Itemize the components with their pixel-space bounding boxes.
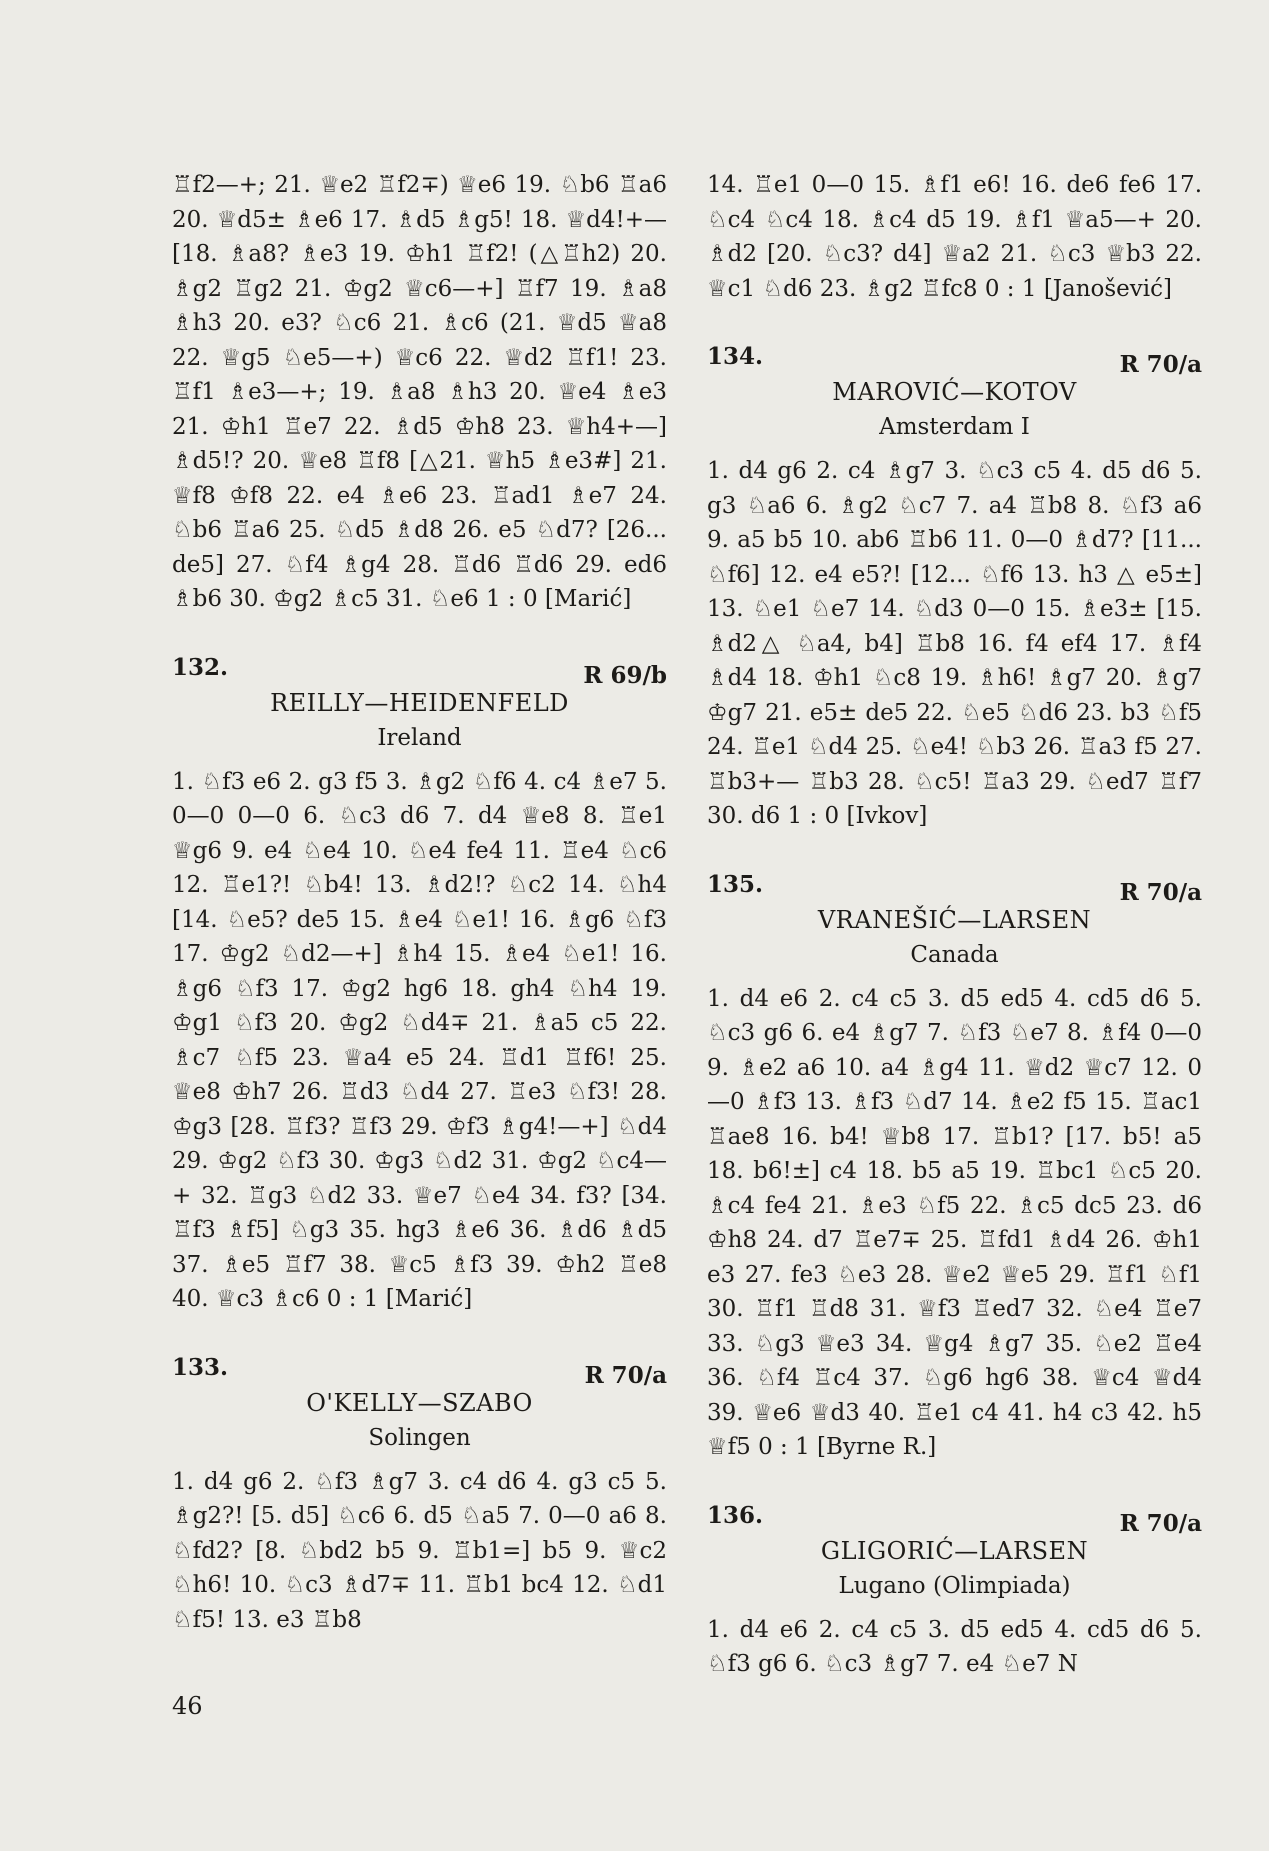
- game-number: 135.: [707, 870, 764, 898]
- game-place: Canada: [910, 941, 999, 968]
- game-players: REILLY—HEIDENFELD: [270, 688, 569, 717]
- game-133-header: [172, 1345, 667, 1389]
- game-players: MAROVIĆ—KOTOV: [832, 378, 1077, 406]
- game-134-header: [707, 334, 1202, 378]
- game-moves: 1. d4 e6 2. c4 c5 3. d5 ed5 4. cd5 d6 5. ♘c3 g6 6. e4 ♗g7 7. ♘f3 ♘e7 8. ♗f4 0—0 9. ♗e2 a6 10. a4 ♗g4 11. ♕d2 ♕c7 12. 0—0 ♗f3 13. ♗f3 ♘d7 14. ♗e2 f5 15. ♖ac1 ♖ae8 16. b4! ♕b8 17. ♖b1? [17. b5! a5 18. b6!±] c4 18. b5 a5 19. ♖bc1 ♘c5 20. ♗c4 fe4 21. ♗e3 ♘f5 22. ♗c5 dc5 23. d6 ♔h8 24. d7 ♖e7∓ 25. ♖fd1 ♗d4 26. ♔h1 e3 27. fe3 ♘e3 28. ♕e2 ♕e5 29. ♖f1 ♘f1 30. ♖f1 ♖d8 31. ♕f3 ♖ed7 32. ♘e4 ♖e7 33. ♘g3 ♕e3 34. ♕g4 ♗g7 35. ♘e2 ♖e4 36. ♘f4 ♖c4 37. ♘g6 hg6 38. ♕c4 ♕d4 39. ♕e6 ♕d3 40. ♖e1 c4 41. h4 c3 42. h5 ♕f5 0 : 1 [Byrne R.]: [707, 985, 1202, 1460]
- left-column: [172, 168, 667, 1637]
- page-number: 46: [172, 1692, 203, 1720]
- game-number: 132.: [172, 653, 229, 681]
- game-136-header: [707, 1493, 1202, 1537]
- game-number: 136.: [707, 1501, 764, 1529]
- game-number: 134.: [707, 343, 764, 370]
- game-133-continuation: 14. ♖e1 0—0 15. ♗f1 e6! 16. de6 fe6 17. ♘c4 ♘c4 18. ♗c4 d5 19. ♗f1 ♕a5—+ 20. ♗d2 [20. ♘c3? d4] ♕a2 21. ♘c3 ♕b3 22. ♕c1 ♘d6 23. ♗g2 ♖fc8 0 : 1 [Janošević]: [707, 172, 1202, 302]
- game-place: Ireland: [377, 724, 462, 751]
- game-moves: 1. d4 g6 2. ♘f3 ♗g7 3. c4 d6 4. g3 c5 5. ♗g2?! [5. d5] ♘c6 6. d5 ♘a5 7. 0—0 a6 8. ♘fd2? [8. ♘bd2 b5 9. ♖b1=] b5 9. ♕c2 ♘h6! 10. ♘c3 ♗d7∓ 11. ♖b1 bc4 12. ♘d1 ♘f5! 13. e3 ♖b8: [172, 1468, 667, 1633]
- game-moves: 1. d4 g6 2. c4 ♗g7 3. ♘c3 c5 4. d5 d6 5. g3 ♘a6 6. ♗g2 ♘c7 7. a4 ♖b8 8. ♘f3 a6 9. a5 b5 10. ab6 ♖b6 11. 0—0 ♗d7? [11... ♘f6] 12. e4 e5?! [12... ♘f6 13. h3 △ e5±] 13. ♘e1 ♘e7 14. ♘d3 0—0 15. ♗e3± [15. ♗d2△ ♘a4, b4] ♖b8 16. f4 ef4 17. ♗f4 ♗d4 18. ♔h1 ♘c8 19. ♗h6! ♗g7 20. ♗g7 ♔g7 21. e5± de5 22. ♘e5 ♘d6 23. b3 ♘f5 24. ♖e1 ♘d4 25. ♘e4! ♘b3 26. ♖a3 f5 27. ♖b3+— ♖b3 28. ♘c5! ♖a3 29. ♘ed7 ♖f7 30. d6 1 : 0 [Ivkov]: [707, 458, 1202, 829]
- game-number: 133.: [172, 1353, 229, 1381]
- game-reference: R 70/a: [584, 1361, 667, 1389]
- game-135-header: [707, 862, 1202, 906]
- game-players: VRANEŠIĆ—LARSEN: [817, 905, 1092, 934]
- right-column: [707, 168, 1202, 1682]
- game-reference: R 70/a: [1119, 351, 1202, 378]
- game-132-header: [172, 645, 667, 689]
- game-place: Amsterdam I: [879, 414, 1030, 440]
- game-players: GLIGORIĆ—LARSEN: [820, 1536, 1089, 1565]
- game-place: Solingen: [368, 1424, 471, 1451]
- game-reference: R 69/b: [583, 661, 667, 689]
- game-131-continuation: ♖f2—+; 21. ♕e2 ♖f2∓) ♕e6 19. ♘b6 ♖a6 20. ♕d5± ♗e6 17. ♗d5 ♗g5! 18. ♕d4!+— [18. ♗a8? ♗e3 19. ♔h1 ♖f2! (△♖h2) 20. ♗g2 ♖g2 21. ♔g2 ♕c6—+] ♖f7 19. ♗a8 ♗h3 20. e3? ♘c6 21. ♗c6 (21. ♕d5 ♕a8 22. ♕g5 ♘e5—+) ♕c6 22. ♕d2 ♖f1! 23. ♖f1 ♗e3—+; 19. ♗a8 ♗h3 20. ♕e4 ♗e3 21. ♔h1 ♖e7 22. ♗d5 ♔h8 23. ♕h4+—] ♗d5!? 20. ♕e8 ♖f8 [△21. ♕h5 ♗e3#] 21. ♕f8 ♔f8 22. e4 ♗e6 23. ♖ad1 ♗e7 24. ♘b6 ♖a6 25. ♘d5 ♗d8 26. e5 ♘d7? [26... de5] 27. ♘f4 ♗g4 28. ♖d6 ♖d6 29. ed6 ♗b6 30. ♔g2 ♗c5 31. ♘e6 1 : 0 [Marić]: [172, 172, 667, 612]
- game-place: Lugano (Olimpiada): [838, 1572, 1071, 1599]
- game-reference: R 70/a: [1119, 1509, 1202, 1537]
- game-players: O'KELLY—SZABO: [306, 1388, 533, 1417]
- game-moves: 1. d4 e6 2. c4 c5 3. d5 ed5 4. cd5 d6 5. ♘f3 g6 6. ♘c3 ♗g7 7. e4 ♘e7 N: [707, 1616, 1202, 1677]
- game-reference: R 70/a: [1119, 878, 1202, 906]
- game-moves: 1. ♘f3 e6 2. g3 f5 3. ♗g2 ♘f6 4. c4 ♗e7 5. 0—0 0—0 6. ♘c3 d6 7. d4 ♕e8 8. ♖e1 ♕g6 9. e4 ♘e4 10. ♘e4 fe4 11. ♖e4 ♘c6 12. ♖e1?! ♘b4! 13. ♗d2!? ♘c2 14. ♘h4 [14. ♘e5? de5 15. ♗e4 ♘e1! 16. ♗g6 ♘f3 17. ♔g2 ♘d2—+] ♗h4 15. ♗e4 ♘e1! 16. ♗g6 ♘f3 17. ♔g2 hg6 18. gh4 ♘h4 19. ♔g1 ♘f3 20. ♔g2 ♘d4∓ 21. ♗a5 c5 22. ♗c7 ♘f5 23. ♕a4 e5 24. ♖d1 ♖f6! 25. ♕e8 ♔h7 26. ♖d3 ♘d4 27. ♖e3 ♘f3! 28. ♔g3 [28. ♖f3? ♖f3 29. ♔f3 ♗g4!—+] ♘d4 29. ♔g2 ♘f3 30. ♔g3 ♘d2 31. ♔g2 ♘c4—+ 32. ♖g3 ♘d2 33. ♕e7 ♘e4 34. f3? [34. ♖f3 ♗f5] ♘g3 35. hg3 ♗e6 36. ♗d6 ♗d5 37. ♗e5 ♖f7 38. ♕c5 ♗f3 39. ♔h2 ♖e8 40. ♕c3 ♗c6 0 : 1 [Marić]: [172, 768, 667, 1312]
